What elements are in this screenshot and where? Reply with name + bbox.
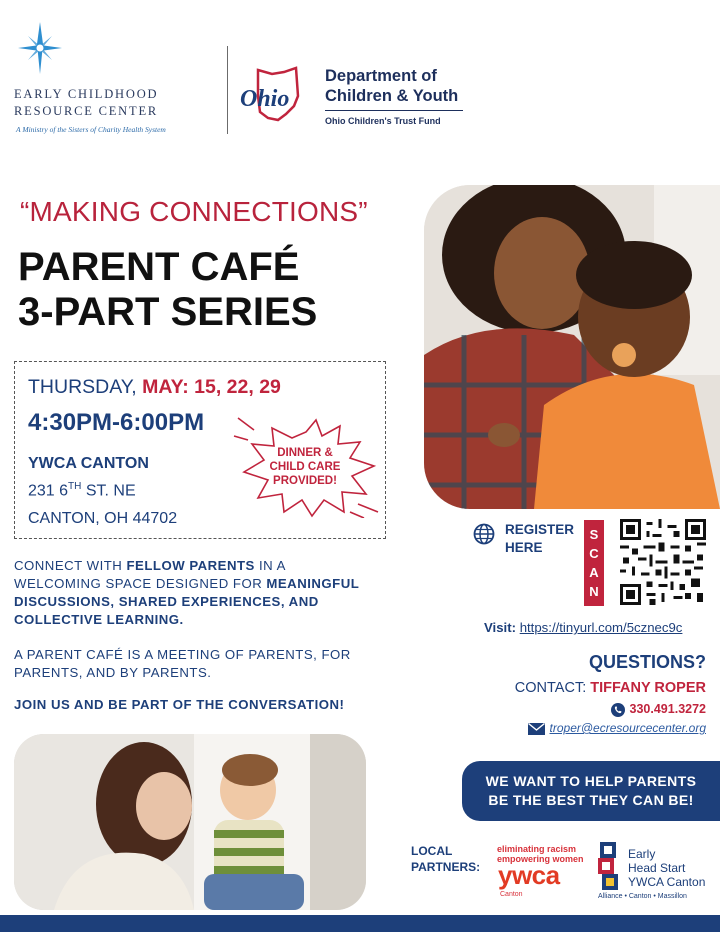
definition-paragraph: A PARENT CAFÉ IS A MEETING OF PARENTS, FOR PARENTS, AND BY PARENTS.	[14, 647, 351, 680]
scan-letter: N	[589, 584, 599, 599]
join-callout: JOIN US AND BE PART OF THE CONVERSATION!	[14, 697, 345, 712]
p1-part-c: IN A WELCOMING SPACE DESIGNED FOR	[14, 558, 286, 591]
p1-part-b: FELLOW PARENTS	[126, 558, 255, 573]
register-line1: REGISTER	[505, 522, 575, 537]
scan-letter: C	[589, 546, 599, 561]
ywca-logo-wordmark: ywca	[498, 860, 560, 890]
dept-title-line2: Children & Youth	[325, 87, 459, 105]
phone-number: 330.491.3272	[629, 702, 706, 716]
ecrc-tagline: A Ministry of the Sisters of Charity Health System	[16, 125, 166, 134]
contact-name: TIFFANY ROPER	[590, 680, 706, 696]
event-city: CANTON, OH 44702	[28, 510, 178, 527]
burst-line3: PROVIDED!	[273, 475, 337, 487]
visit-line	[484, 620, 682, 635]
ecrc-name-line2: RESOURCE CENTER	[14, 104, 159, 118]
scan-letter: A	[589, 565, 599, 580]
register-line2: HERE	[505, 540, 543, 555]
visit-label: Visit:	[484, 620, 517, 635]
partners-label-line1: LOCAL	[411, 844, 453, 858]
qr-code-icon[interactable]	[620, 519, 706, 605]
dept-rule	[325, 110, 463, 111]
title-quote: “MAKING CONNECTIONS”	[20, 196, 368, 227]
ywca-slogan-line2: empowering women	[497, 854, 584, 864]
banner-line2: BE THE BEST THEY CAN BE!	[488, 792, 694, 808]
dept-title-line1: Department of	[325, 67, 437, 85]
event-venue: YWCA CANTON	[28, 455, 149, 472]
banner-line1: WE WANT TO HELP PARENTS	[485, 773, 697, 789]
ecrc-org-name	[14, 86, 214, 120]
head-start-blocks-icon	[598, 842, 626, 890]
early-head-start-name	[628, 847, 705, 889]
registration-url-link[interactable]: https://tinyurl.com/5cznec9c	[519, 620, 683, 635]
event-dates: MAY: 15, 22, 29	[142, 376, 281, 398]
dept-subtitle: Ohio Children's Trust Fund	[325, 116, 441, 126]
register-link[interactable]	[505, 521, 574, 557]
burst-line1: DINNER &	[277, 447, 333, 459]
event-street	[28, 481, 136, 500]
header-divider	[227, 46, 228, 134]
ehs-line3: YWCA Canton	[628, 875, 706, 889]
contact-line	[460, 680, 706, 696]
title-line1: PARENT CAFÉ	[18, 245, 300, 289]
globe-icon	[473, 523, 495, 545]
street-rest: ST. NE	[81, 482, 136, 500]
dinner-childcare-note	[246, 446, 364, 488]
event-day-dates	[28, 376, 281, 399]
phone-row[interactable]	[560, 702, 706, 717]
email-address: troper@ecresourcecenter.org	[549, 721, 706, 735]
ywca-city: Canton	[500, 891, 523, 898]
burst-line2: CHILD CARE	[269, 461, 341, 473]
footer-bar	[0, 915, 720, 932]
event-time: 4:30PM-6:00PM	[28, 409, 205, 436]
ecrc-name-line1: EARLY CHILDHOOD	[14, 87, 159, 101]
phone-icon	[611, 703, 625, 717]
partners-label-line2: PARTNERS:	[411, 860, 481, 874]
street-num: 231 6	[28, 482, 69, 500]
intro-paragraph	[14, 557, 376, 629]
help-parents-banner	[462, 761, 720, 821]
mother-child-illustration	[424, 185, 720, 509]
local-partners-label	[411, 843, 480, 875]
p1-part-a: CONNECT WITH	[14, 558, 127, 573]
ohio-state-logo-icon	[238, 66, 314, 124]
contact-label: CONTACT:	[514, 680, 591, 696]
ehs-locations: Alliance • Canton • Massillon	[598, 893, 687, 900]
ehs-line1: Early	[628, 847, 656, 861]
scan-bar	[584, 520, 604, 606]
mother-toddler-illustration	[14, 734, 366, 910]
email-row[interactable]	[500, 721, 706, 735]
scan-letter: S	[589, 527, 599, 542]
ywca-slogan-line1: eliminating racism	[497, 844, 577, 854]
page-title	[18, 245, 317, 335]
ecrc-star-logo-icon	[18, 22, 62, 74]
ehs-line2: Head Start	[628, 861, 686, 875]
event-day: THURSDAY,	[28, 376, 143, 398]
envelope-icon	[528, 723, 545, 735]
street-sup: TH	[68, 481, 82, 492]
mother-toddler-photo	[14, 734, 366, 910]
mother-child-photo	[424, 185, 720, 509]
title-line2: 3-PART SERIES	[18, 290, 318, 334]
ohio-script-text: Ohio	[240, 86, 290, 112]
dept-title	[325, 66, 458, 106]
p1-part-d: MEANINGFUL DISCUSSIONS, SHARED EXPERIENCES, AND COLLECTIVE LEARNING.	[14, 576, 360, 627]
questions-heading: QUESTIONS?	[588, 652, 706, 672]
